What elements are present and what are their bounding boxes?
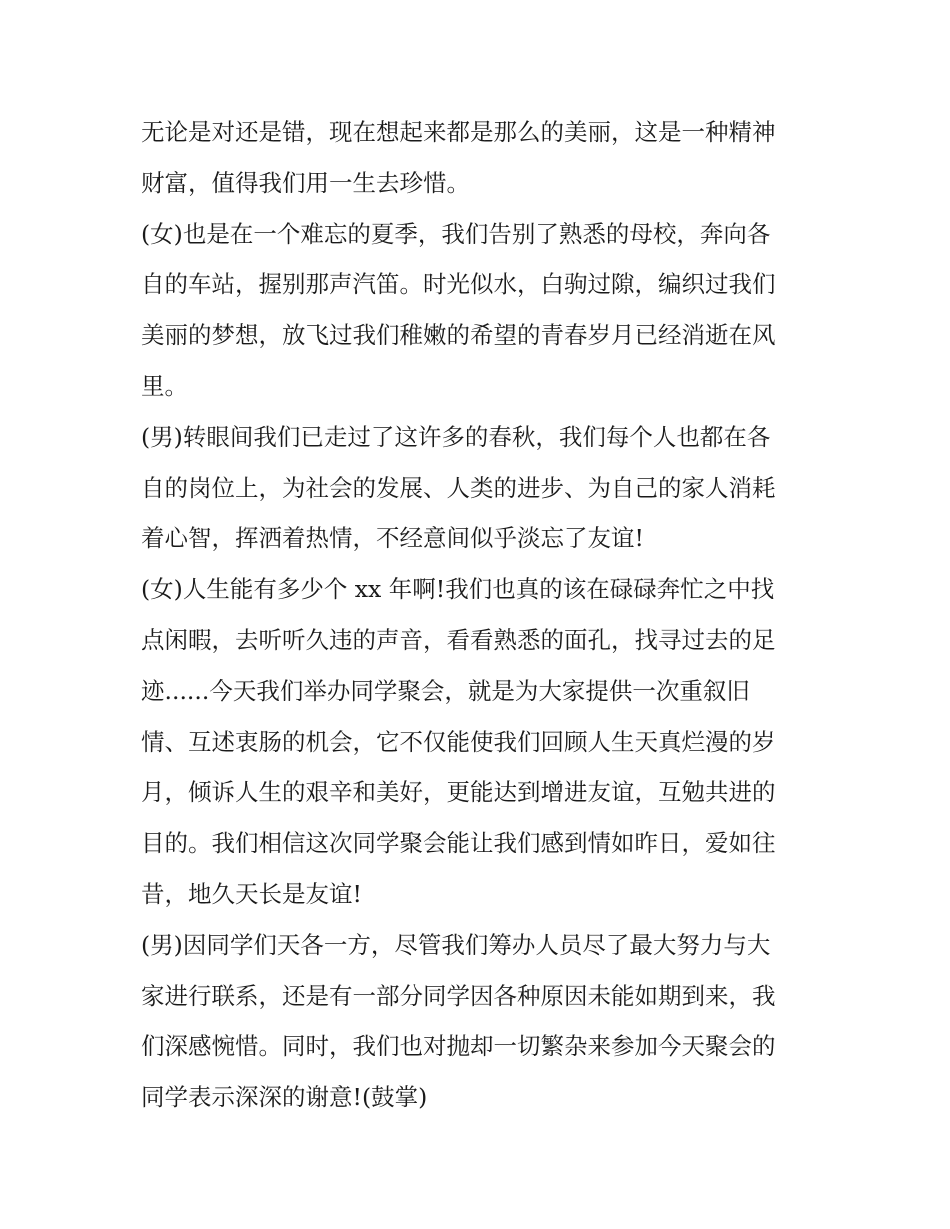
text-line: 们深感惋惜。同时，我们也对抛却一切繁杂来参加今天聚会的: [141, 1032, 776, 1061]
text-line: (男)因同学们天各一方，尽管我们筹办人员尽了最大努力与大: [141, 930, 771, 959]
text-line: 迹......今天我们举办同学聚会，就是为大家提供一次重叙旧: [141, 676, 750, 705]
text-line: 昔，地久天长是友谊!: [141, 879, 362, 908]
text-line: (男)转眼间我们已走过了这许多的春秋，我们每个人也都在各: [141, 422, 771, 451]
text-line: 情、互述衷肠的机会，它不仅能使我们回顾人生天真烂漫的岁: [141, 727, 776, 756]
body-text: [141, 107, 821, 1123]
text-line: 家进行联系，还是有一部分同学因各种原因未能如期到来，我: [141, 981, 776, 1010]
text-line: 着心智，挥洒着热情，不经意间似乎淡忘了友谊!: [141, 524, 644, 553]
text-line: (女)人生能有多少个 xx 年啊!我们也真的该在碌碌奔忙之中找: [141, 575, 775, 604]
text-line: 自的车站，握别那声汽笛。时光似水，白驹过隙，编织过我们: [141, 270, 776, 299]
text-line: 美丽的梦想，放飞过我们稚嫩的希望的青春岁月已经消逝在风: [141, 321, 776, 350]
text-line: 目的。我们相信这次同学聚会能让我们感到情如昨日，爱如往: [141, 829, 776, 858]
text-line: 无论是对还是错，现在想起来都是那么的美丽，这是一种精神: [141, 118, 776, 146]
text-line: 月，倾诉人生的艰辛和美好，更能达到增进友谊，互勉共进的: [141, 778, 776, 807]
text-line: 财富，值得我们用一生去珍惜。: [141, 168, 470, 197]
text-line: 点闲暇，去听听久违的声音，看看熟悉的面孔，找寻过去的足: [141, 625, 776, 654]
text-line: 里。: [141, 371, 188, 400]
text-line: 同学表示深深的谢意!(鼓掌): [141, 1083, 428, 1112]
text-line: (女)也是在一个难忘的夏季，我们告别了熟悉的母校，奔向各: [141, 219, 771, 248]
text-line: 自的岗位上，为社会的发展、人类的进步、为自己的家人消耗: [141, 473, 776, 502]
